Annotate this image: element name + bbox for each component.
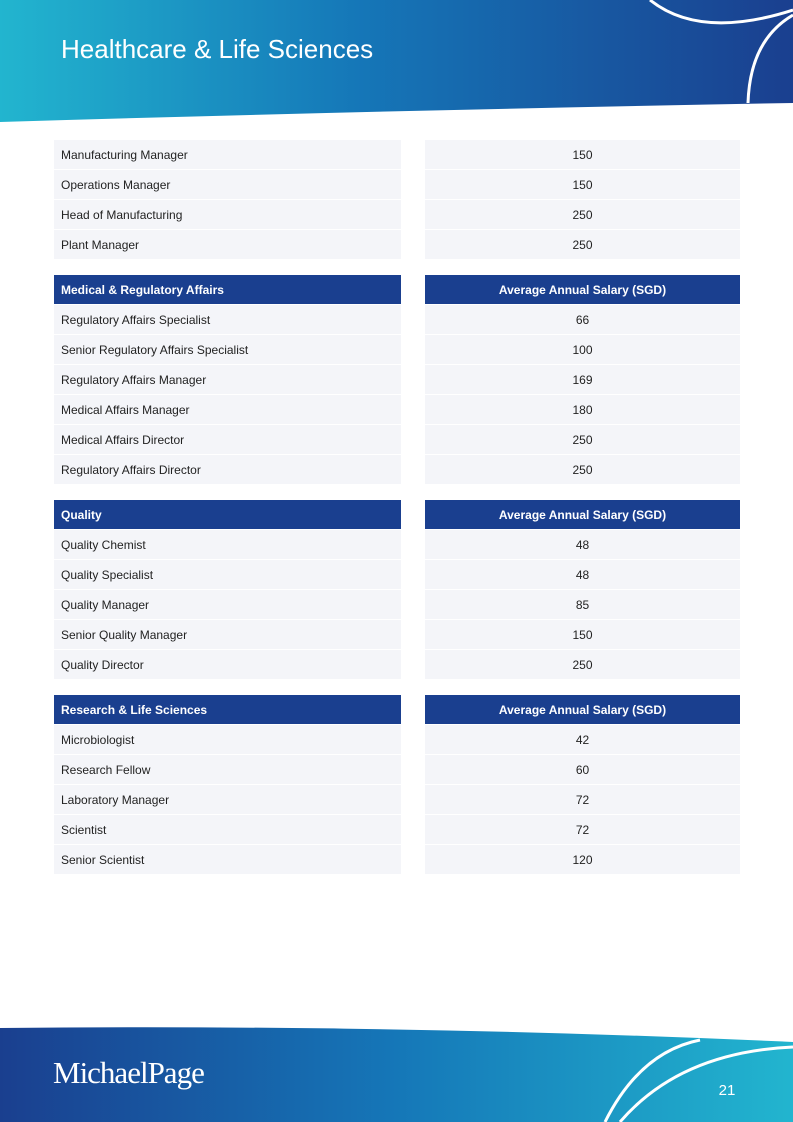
table-row	[54, 650, 740, 680]
job-title-cell: Quality Chemist	[54, 530, 401, 560]
column-gap	[401, 305, 425, 335]
column-gap	[401, 365, 425, 395]
column-gap	[401, 560, 425, 590]
salary-value-cell: 169	[425, 365, 740, 395]
table-row	[54, 140, 740, 170]
job-title-cell: Quality Specialist	[54, 560, 401, 590]
michael-page-logo: MichaelPage	[53, 1055, 204, 1090]
table-row	[54, 560, 740, 590]
salary-value-cell: 72	[425, 785, 740, 815]
table-row	[54, 455, 740, 485]
job-title-cell: Regulatory Affairs Manager	[54, 365, 401, 395]
salary-value-cell: 100	[425, 335, 740, 365]
salary-section	[54, 140, 740, 260]
category-heading: Quality	[54, 500, 401, 529]
section-header-row	[54, 695, 740, 724]
category-heading: Research & Life Sciences	[54, 695, 401, 724]
table-row	[54, 530, 740, 560]
table-row	[54, 785, 740, 815]
table-row	[54, 845, 740, 875]
page-number: 21	[718, 1082, 736, 1099]
column-gap	[401, 170, 425, 200]
job-title-cell: Quality Director	[54, 650, 401, 680]
table-row	[54, 305, 740, 335]
salary-value-cell: 72	[425, 815, 740, 845]
salary-value-cell: 66	[425, 305, 740, 335]
job-title-cell: Manufacturing Manager	[54, 140, 401, 170]
salary-value-cell: 85	[425, 590, 740, 620]
job-title-cell: Scientist	[54, 815, 401, 845]
job-title-cell: Medical Affairs Director	[54, 425, 401, 455]
column-gap	[401, 275, 425, 304]
table-row	[54, 230, 740, 260]
column-gap	[401, 695, 425, 724]
page-title: Healthcare & Life Sciences	[61, 34, 374, 64]
table-row	[54, 590, 740, 620]
column-gap	[401, 455, 425, 485]
salary-value-cell: 250	[425, 455, 740, 485]
column-gap	[401, 725, 425, 755]
column-gap	[401, 140, 425, 170]
table-row	[54, 170, 740, 200]
column-gap	[401, 815, 425, 845]
job-title-cell: Operations Manager	[54, 170, 401, 200]
column-gap	[401, 845, 425, 875]
column-gap	[401, 650, 425, 680]
column-gap	[401, 335, 425, 365]
table-row	[54, 365, 740, 395]
column-gap	[401, 425, 425, 455]
salary-value-cell: 250	[425, 425, 740, 455]
salary-value-cell: 180	[425, 395, 740, 425]
job-title-cell: Laboratory Manager	[54, 785, 401, 815]
job-title-cell: Microbiologist	[54, 725, 401, 755]
table-row	[54, 755, 740, 785]
salary-value-cell: 250	[425, 200, 740, 230]
job-title-cell: Regulatory Affairs Specialist	[54, 305, 401, 335]
salary-tables	[54, 140, 740, 890]
job-title-cell: Senior Scientist	[54, 845, 401, 875]
table-row	[54, 200, 740, 230]
column-gap	[401, 395, 425, 425]
salary-value-cell: 150	[425, 170, 740, 200]
job-title-cell: Medical Affairs Manager	[54, 395, 401, 425]
salary-section	[54, 275, 740, 485]
table-row	[54, 395, 740, 425]
table-row	[54, 815, 740, 845]
table-row	[54, 425, 740, 455]
column-gap	[401, 200, 425, 230]
salary-value-cell: 48	[425, 530, 740, 560]
table-row	[54, 335, 740, 365]
job-title-cell: Quality Manager	[54, 590, 401, 620]
job-title-cell: Regulatory Affairs Director	[54, 455, 401, 485]
column-gap	[401, 755, 425, 785]
column-gap	[401, 530, 425, 560]
salary-value-cell: 250	[425, 650, 740, 680]
job-title-cell: Plant Manager	[54, 230, 401, 260]
salary-value-cell: 42	[425, 725, 740, 755]
page-header-banner	[0, 0, 793, 125]
table-row	[54, 725, 740, 755]
salary-value-cell: 250	[425, 230, 740, 260]
job-title-cell: Head of Manufacturing	[54, 200, 401, 230]
job-title-cell: Research Fellow	[54, 755, 401, 785]
salary-section	[54, 500, 740, 680]
section-header-row	[54, 275, 740, 304]
salary-column-heading: Average Annual Salary (SGD)	[425, 275, 740, 304]
column-gap	[401, 590, 425, 620]
column-gap	[401, 620, 425, 650]
section-header-row	[54, 500, 740, 529]
salary-value-cell: 48	[425, 560, 740, 590]
table-row	[54, 620, 740, 650]
salary-column-heading: Average Annual Salary (SGD)	[425, 500, 740, 529]
salary-value-cell: 60	[425, 755, 740, 785]
column-gap	[401, 500, 425, 529]
job-title-cell: Senior Regulatory Affairs Specialist	[54, 335, 401, 365]
salary-column-heading: Average Annual Salary (SGD)	[425, 695, 740, 724]
job-title-cell: Senior Quality Manager	[54, 620, 401, 650]
salary-value-cell: 150	[425, 620, 740, 650]
salary-value-cell: 150	[425, 140, 740, 170]
column-gap	[401, 230, 425, 260]
column-gap	[401, 785, 425, 815]
category-heading: Medical & Regulatory Affairs	[54, 275, 401, 304]
salary-value-cell: 120	[425, 845, 740, 875]
salary-section	[54, 695, 740, 875]
